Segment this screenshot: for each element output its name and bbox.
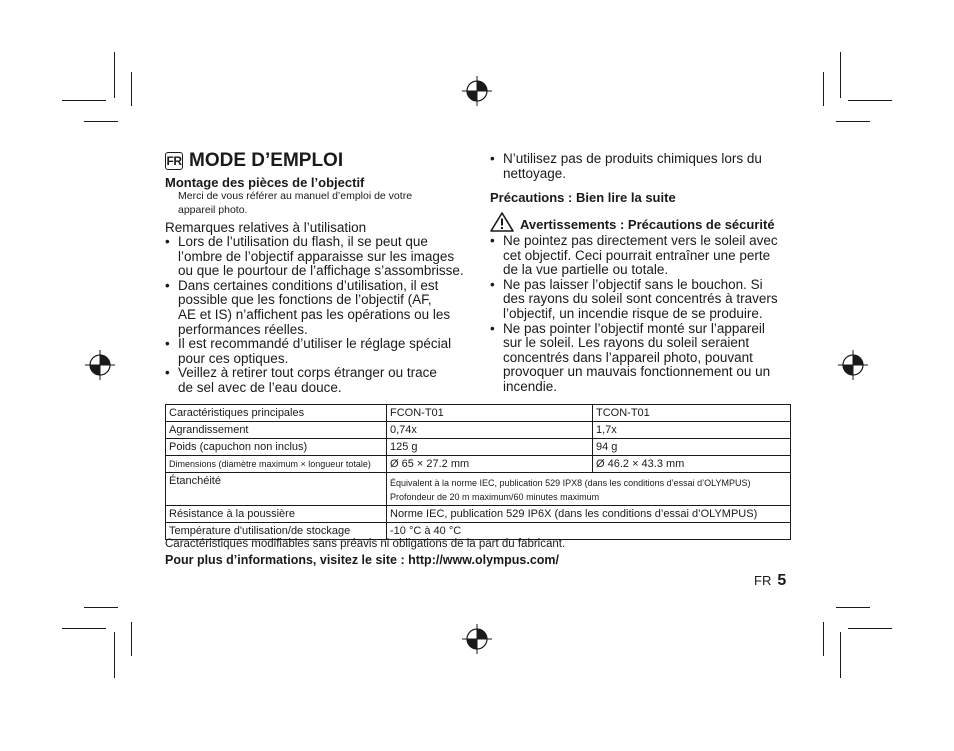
list-item-line: nettoyage. [503,165,567,181]
crop-mark-icon [823,72,824,106]
crop-mark-icon [823,622,824,656]
table-cell-water-resistance [387,473,791,506]
list-item [165,235,475,279]
crop-mark-icon [131,72,132,106]
water-resistance-line: Profondeur de 20 m maximum/60 minutes maximum [390,492,600,502]
crop-mark-icon [836,607,870,608]
table-cell: Température d'utilisation/de stockage [166,523,387,540]
list-item-line: • Ne pas laisser l’objectif sans le bouchon. Si [503,276,763,292]
table-row [166,422,791,439]
reference-note-line: appareil photo. [178,204,248,216]
page-footer [754,572,786,590]
page-number: 5 [777,572,787,589]
table-cell: 0,74x [387,422,593,439]
table-cell: 94 g [593,439,791,456]
list-item-line: • Ne pointez pas directement vers le soleil avec [503,233,778,248]
list-item-line: l’objectif, un incendie risque de se produire. [503,305,763,321]
list-item-line: cet objectif. Ceci pourrait entraîner une perte [503,247,771,263]
list-item-line: concentrés dans l’appareil photo, pouvant [503,349,753,365]
warning-heading-row [490,212,775,232]
crop-mark-icon [84,607,118,608]
crop-mark-icon [836,121,870,122]
list-item-line: pour ces optiques. [178,350,289,366]
crop-mark-icon [114,632,115,678]
registration-mark-icon [838,350,868,380]
water-resistance-line: Équivalent à la norme IEC, publication 529 IPX8 (dans les conditions d’essai d’OLYMPUS) [390,478,751,488]
specification-change-note: Caractéristiques modifiables sans préavis ni obligations de la part du fabricant. [165,538,566,550]
table-header-row [166,405,791,422]
warning-triangle-icon [490,212,514,232]
table-header-cell: Caractéristiques principales [166,405,387,422]
page-title: MODE D’EMPLOI [189,150,344,171]
list-item-line: • N’utilisez pas de produits chimiques lors du [503,151,762,166]
list-item-line: • Dans certaines conditions d’utilisation, il est [178,277,439,293]
table-cell: 125 g [387,439,593,456]
table-header-cell: TCON-T01 [593,405,791,422]
list-item [490,322,795,395]
page-title-row [165,150,343,172]
table-cell: 1,7x [593,422,791,439]
registration-mark-icon [462,624,492,654]
table-row [166,456,791,473]
crop-mark-icon [848,100,892,101]
crop-mark-icon [840,632,841,678]
list-item [165,337,475,366]
table-cell: Agrandissement [166,422,387,439]
usage-bullet-list [165,235,475,396]
list-item-line: • Ne pas pointer l’objectif monté sur l’appareil [503,320,765,336]
list-item-line: performances réelles. [178,321,308,337]
table-header-cell: FCON-T01 [387,405,593,422]
list-item-line: des rayons du soleil sont concentrés à travers [503,291,778,307]
section-heading-mounting: Montage des pièces de l’objectif [165,175,365,190]
table-cell: Dimensions (diamètre maximum × longueur totale) [166,456,387,473]
language-badge: FR [166,154,182,168]
more-info-note: Pour plus d’informations, visitez le site : http://www.olympus.com/ [165,553,560,567]
warning-heading: Avertissements : Précautions de sécurité [520,217,775,232]
crop-mark-icon [62,100,106,101]
list-item-line: de la vue partielle ou totale. [503,262,669,278]
list-item-line: possible que les fonctions de l’objectif (AF, [178,292,432,308]
registration-mark-icon [462,76,492,106]
table-cell: Ø 46.2 × 43.3 mm [593,456,791,473]
list-item-line: ou que le pourtour de l’affichage s’assombrisse. [178,263,464,279]
list-item-line: incendie. [503,378,558,394]
reference-note-line: Merci de vous référer au manuel d’emploi de votre [178,190,413,202]
list-item-line: • Lors de l’utilisation du flash, il se peut que [178,234,428,249]
table-cell: -10 °C à 40 °C [387,523,791,540]
list-item-line: • Veillez à retirer tout corps étranger ou trace [178,365,437,381]
list-item [165,366,475,395]
list-item [165,279,475,337]
table-row [166,439,791,456]
table-cell: Norme IEC, publication 529 IP6X (dans les conditions d’essai d’OLYMPUS) [387,506,791,523]
warning-bullet-list [490,234,795,395]
specifications-table [165,404,791,540]
crop-mark-icon [62,628,106,629]
table-cell: Résistance à la poussière [166,506,387,523]
crop-mark-icon [848,628,892,629]
crop-mark-icon [131,622,132,656]
list-item [490,234,795,278]
list-item-line: sur le soleil. Les rayons du soleil seraient [503,335,750,351]
crop-mark-icon [840,52,841,98]
footer-language: FR [754,573,772,588]
list-item-line: AE et IS) n’affichent pas les opérations ou les [178,306,451,322]
table-row [166,506,791,523]
list-item [490,152,790,181]
table-row [166,523,791,540]
table-cell: Étanchéité [166,473,387,506]
table-row [166,473,791,506]
list-item-line: • Il est recommandé d’utiliser le réglage spécial [178,336,452,352]
usage-heading: Remarques relatives à l’utilisation [165,220,367,235]
list-item-line: provoquer un mauvais fonctionnement ou un [503,364,771,380]
table-cell: Ø 65 × 27.2 mm [387,456,593,473]
crop-mark-icon [84,121,118,122]
precautions-heading: Précautions : Bien lire la suite [490,190,676,205]
registration-mark-icon [85,350,115,380]
table-cell: Poids (capuchon non inclus) [166,439,387,456]
list-item [490,278,795,322]
list-item-line: l’ombre de l’objectif apparaisse sur les images [178,248,455,264]
list-item-line: de sel avec de l’eau douce. [178,379,342,395]
cleaning-bullet-list [490,152,790,181]
crop-mark-icon [114,52,115,98]
